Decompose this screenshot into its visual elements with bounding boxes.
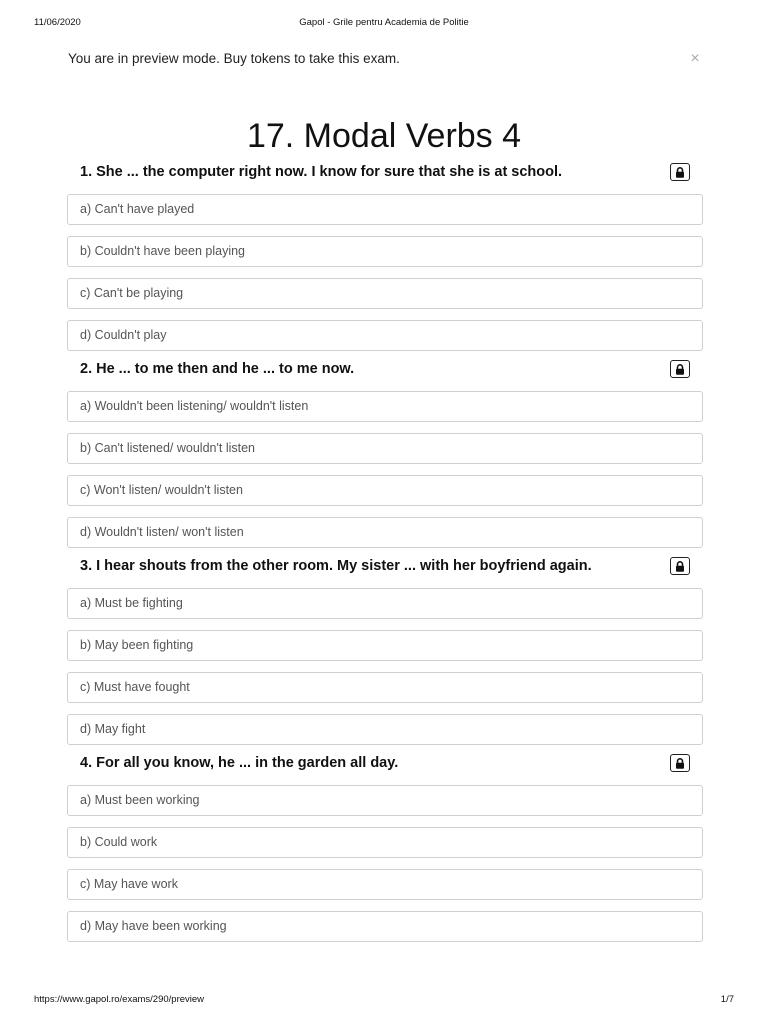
answer-option-b[interactable]	[67, 433, 703, 464]
option-label: d) May fight	[80, 722, 146, 736]
option-label: d) May have been working	[80, 919, 227, 933]
option-label: a) Wouldn't been listening/ wouldn't listen	[80, 399, 309, 413]
option-label: a) Can't have played	[80, 202, 195, 216]
option-label: c) Can't be playing	[80, 286, 184, 300]
question-list	[67, 160, 703, 948]
answer-option-a[interactable]	[67, 194, 703, 225]
question-1	[67, 160, 703, 357]
answer-option-d[interactable]	[67, 517, 703, 548]
answer-option-d[interactable]	[67, 320, 703, 351]
question-text: 3. I hear shouts from the other room. My sister ... with her boyfriend again.	[80, 558, 592, 574]
question-header	[67, 160, 703, 194]
answer-option-b[interactable]	[67, 827, 703, 858]
question-text: 4. For all you know, he ... in the garden all day.	[80, 755, 399, 771]
print-footer	[0, 994, 768, 1008]
exam-title: 17. Modal Verbs 4	[246, 117, 522, 155]
answer-option-c[interactable]	[67, 475, 703, 506]
question-3	[67, 554, 703, 751]
print-page-number: 1/7	[720, 994, 734, 1005]
print-date: 11/06/2020	[34, 17, 81, 28]
answer-option-b[interactable]	[67, 630, 703, 661]
answer-option-d[interactable]	[67, 911, 703, 942]
question-4	[67, 751, 703, 948]
answer-option-c[interactable]	[67, 278, 703, 309]
question-header	[67, 357, 703, 391]
close-icon[interactable]: ×	[690, 50, 700, 67]
question-2	[67, 357, 703, 554]
question-text: 2. He ... to me then and he ... to me now.	[80, 361, 355, 377]
lock-icon[interactable]	[670, 754, 690, 772]
option-label: c) May have work	[80, 877, 178, 891]
option-label: d) Couldn't play	[80, 328, 167, 342]
option-label: d) Wouldn't listen/ won't listen	[80, 525, 244, 539]
option-label: b) May been fighting	[80, 638, 194, 652]
option-label: b) Can't listened/ wouldn't listen	[80, 441, 256, 455]
preview-banner	[68, 50, 704, 70]
option-label: c) Won't listen/ wouldn't listen	[80, 483, 243, 497]
option-label: a) Must been working	[80, 793, 200, 807]
question-text: 1. She ... the computer right now. I know for sure that she is at school.	[80, 164, 563, 180]
preview-message: You are in preview mode. Buy tokens to take this exam.	[68, 51, 400, 66]
option-label: b) Could work	[80, 835, 158, 849]
answer-option-b[interactable]	[67, 236, 703, 267]
answer-option-a[interactable]	[67, 588, 703, 619]
option-label: a) Must be fighting	[80, 596, 183, 610]
lock-icon[interactable]	[670, 360, 690, 378]
question-header	[67, 554, 703, 588]
lock-icon[interactable]	[670, 557, 690, 575]
option-label: c) Must have fought	[80, 680, 190, 694]
answer-option-a[interactable]	[67, 391, 703, 422]
print-header	[0, 17, 768, 31]
answer-option-c[interactable]	[67, 672, 703, 703]
print-title: Gapol - Grile pentru Academia de Politie	[299, 17, 469, 28]
question-header	[67, 751, 703, 785]
answer-option-d[interactable]	[67, 714, 703, 745]
lock-icon[interactable]	[670, 163, 690, 181]
answer-option-c[interactable]	[67, 869, 703, 900]
answer-option-a[interactable]	[67, 785, 703, 816]
print-url: https://www.gapol.ro/exams/290/preview	[34, 994, 205, 1005]
option-label: b) Couldn't have been playing	[80, 244, 246, 258]
